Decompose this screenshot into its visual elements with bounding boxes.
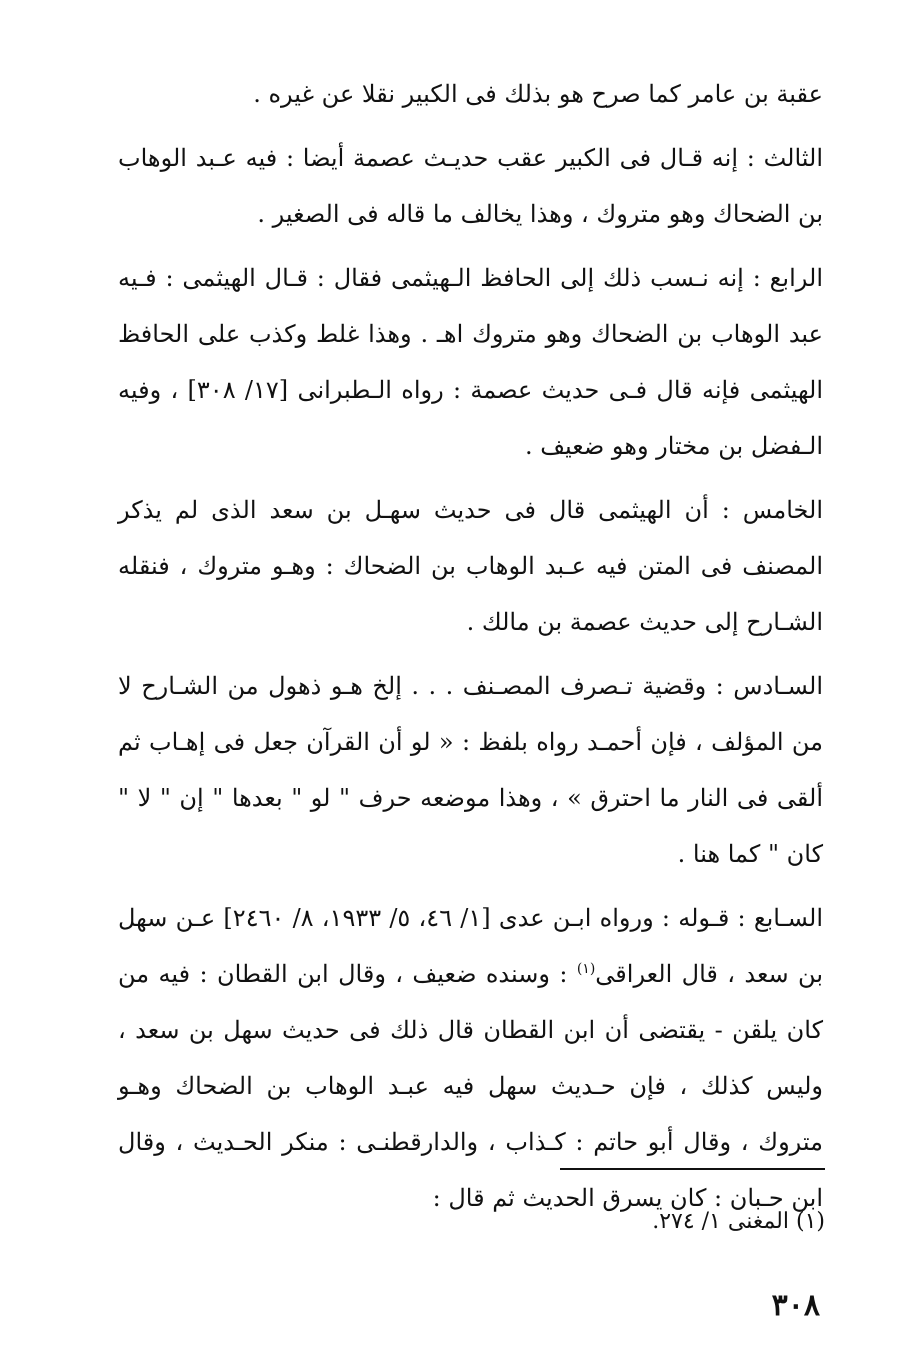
footnote-divider xyxy=(560,1168,825,1170)
paragraph-seventh xyxy=(118,890,823,1226)
paragraph-continuation: عقبة بن عامر كما صرح هو بذلك فى الكبير نقلا عن غيره . xyxy=(253,80,823,108)
paragraph-fourth: الرابع : إنه نـسب ذلك إلى الحافظ الـهيثمى فقال : قـال الهيثمى : فـيه عبد الوهاب بن الضحاك وهو متروك اهـ . وهذا غلط وكذب على الحافظ الهيثمى فإنه قال فـى حديث عصمة : رواه الـطبرانى [١٧/ ٣٠٨] ، وفيه الـفضل بن مختار وهو ضعيف . xyxy=(118,264,823,460)
paragraph-fifth: الخامس : أن الهيثمى قال فى حديث سهـل بن سعد الذى لم يذكر المصنف فى المتن فيه عـبد الوهاب بن الضحاك : وهـو متروك ، فنقله الشـارح إلى حديث عصمة بن مالك . xyxy=(118,496,823,636)
paragraph-third: الثالث : إنه قـال فى الكبير عقب حديـث عصمة أيضا : فيه عـبد الوهاب بن الضحاك وهو متروك ، وهذا يخالف ما قاله فى الصغير . xyxy=(118,144,824,228)
paragraph-sixth: السـادس : وقضية تـصرف المصـنف . . . إلخ هـو ذهول من الشـارح لا من المؤلف ، فإن أحمـد رواه بلفظ : « لو أن القرآن جعل فى إهـاب ثم ألقى فى النار ما احترق » ، وهذا موضعه حرف " لو " بعدها " إن " لا " كان " كما هنا . xyxy=(118,672,823,868)
paragraph-seventh-start: السـابع : قـوله : ورواه ابـن عدى [١/ ٤٦، ٥/ ١٩٣٣، ٨/ ٢٤٦٠] عـن سهل بن سعد ، قال العراقى xyxy=(118,904,824,988)
footnote-reference: (١) xyxy=(576,961,596,977)
main-text xyxy=(118,66,823,1234)
footnote: (١) المغنى ١/ ٢٧٤. xyxy=(652,1209,825,1234)
page-number: ٣٠٨ xyxy=(771,1288,820,1323)
paragraph-seventh-rest: : وسنده ضعيف ، وقال ابن القطان : فيه من كان يلقن - يقتضى أن ابن القطان قال ذلك فى حديث سهل بن سعد ، وليس كذلك ، فإن حـديث سهل فيه عبـد الوهاب بن الضحاك وهـو متروك ، وقال أبو حاتم : كـذاب ، والدارقطنـى : منكر الحـديث ، وقال ابن حـبان : كان يسرق الحديث ثم قال : xyxy=(118,960,823,1212)
